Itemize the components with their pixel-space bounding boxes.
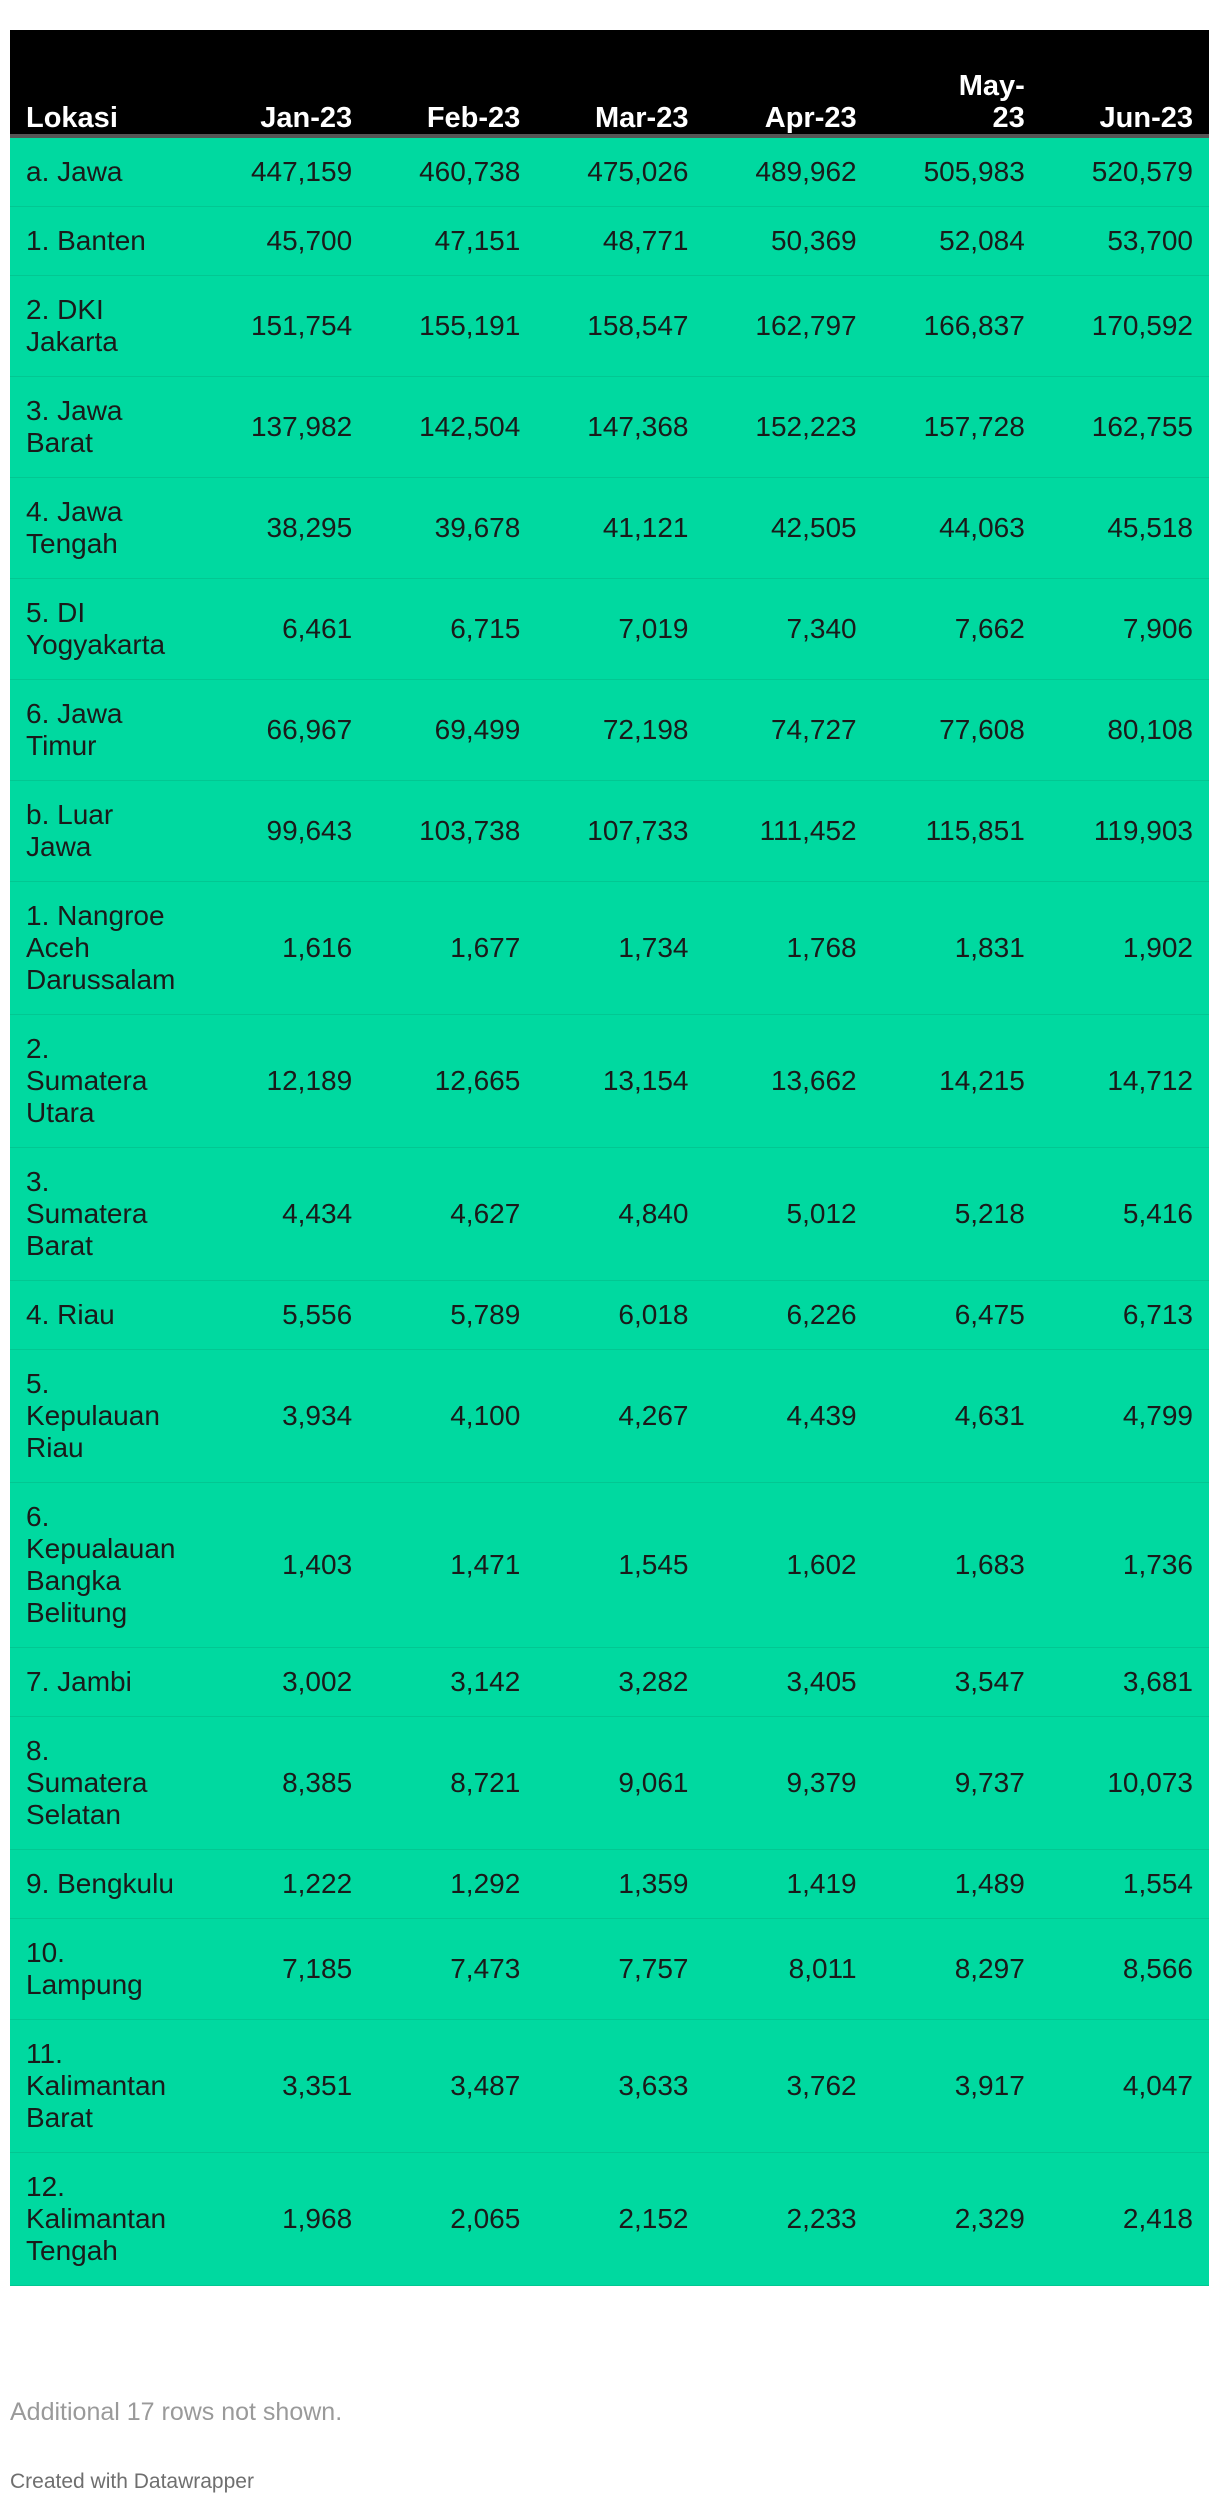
cell-value: 6,715 [368,579,536,680]
cell-value: 4,439 [704,1350,872,1483]
column-header: Feb-23 [368,30,536,136]
cell-value: 7,906 [1041,579,1209,680]
cell-value: 14,712 [1041,1015,1209,1148]
cell-value: 80,108 [1041,680,1209,781]
cell-value: 157,728 [873,377,1041,478]
cell-value: 6,226 [704,1281,872,1350]
cell-value: 152,223 [704,377,872,478]
cell-value: 1,902 [1041,882,1209,1015]
cell-value: 3,917 [873,2020,1041,2153]
cell-value: 8,297 [873,1919,1041,2020]
cell-value: 5,218 [873,1148,1041,1281]
table-row [10,1717,1209,1850]
cell-value: 7,757 [536,1919,704,2020]
cell-value: 489,962 [704,136,872,207]
row-label: 6. Kepualauan Bangka Belitung [10,1483,200,1648]
cell-value: 39,678 [368,478,536,579]
cell-value: 4,627 [368,1148,536,1281]
cell-value: 3,681 [1041,1648,1209,1717]
table-row [10,1919,1209,2020]
cell-value: 5,012 [704,1148,872,1281]
cell-value: 4,631 [873,1350,1041,1483]
cell-value: 7,473 [368,1919,536,2020]
cell-value: 1,968 [200,2153,368,2286]
cell-value: 12,189 [200,1015,368,1148]
cell-value: 6,475 [873,1281,1041,1350]
cell-value: 66,967 [200,680,368,781]
table-row [10,1648,1209,1717]
cell-value: 2,233 [704,2153,872,2286]
rows-not-shown-note: Additional 17 rows not shown. [10,2398,343,2426]
cell-value: 6,018 [536,1281,704,1350]
cell-value: 42,505 [704,478,872,579]
cell-value: 8,011 [704,1919,872,2020]
cell-value: 45,518 [1041,478,1209,579]
column-header: Jan-23 [200,30,368,136]
table-row [10,2153,1209,2286]
cell-value: 447,159 [200,136,368,207]
cell-value: 520,579 [1041,136,1209,207]
row-label: b. Luar Jawa [10,781,200,882]
row-label: 11. Kalimantan Barat [10,2020,200,2153]
row-label: 5. Kepulauan Riau [10,1350,200,1483]
cell-value: 99,643 [200,781,368,882]
cell-value: 1,736 [1041,1483,1209,1648]
cell-value: 1,677 [368,882,536,1015]
table-row [10,276,1209,377]
cell-value: 3,002 [200,1648,368,1717]
cell-value: 4,799 [1041,1350,1209,1483]
row-label: 12. Kalimantan Tengah [10,2153,200,2286]
cell-value: 1,554 [1041,1850,1209,1919]
cell-value: 3,762 [704,2020,872,2153]
cell-value: 7,185 [200,1919,368,2020]
row-label: 5. DI Yogyakarta [10,579,200,680]
cell-value: 4,267 [536,1350,704,1483]
table-row [10,680,1209,781]
cell-value: 9,737 [873,1717,1041,1850]
row-label: a. Jawa [10,136,200,207]
cell-value: 1,222 [200,1850,368,1919]
table-row [10,1850,1209,1919]
cell-value: 4,434 [200,1148,368,1281]
cell-value: 162,797 [704,276,872,377]
table-row [10,478,1209,579]
cell-value: 1,616 [200,882,368,1015]
cell-value: 77,608 [873,680,1041,781]
cell-value: 2,329 [873,2153,1041,2286]
cell-value: 5,789 [368,1281,536,1350]
cell-value: 1,831 [873,882,1041,1015]
cell-value: 166,837 [873,276,1041,377]
row-label: 3. Jawa Barat [10,377,200,478]
cell-value: 1,419 [704,1850,872,1919]
datawrapper-credit: Created with Datawrapper [10,2470,254,2493]
cell-value: 38,295 [200,478,368,579]
cell-value: 7,019 [536,579,704,680]
data-table [10,30,1209,2286]
cell-value: 13,154 [536,1015,704,1148]
cell-value: 1,489 [873,1850,1041,1919]
cell-value: 1,292 [368,1850,536,1919]
cell-value: 2,152 [536,2153,704,2286]
table-row [10,781,1209,882]
table-row [10,136,1209,207]
table-row [10,207,1209,276]
cell-value: 8,385 [200,1717,368,1850]
column-header: May- 23 [873,30,1041,136]
cell-value: 1,471 [368,1483,536,1648]
cell-value: 3,487 [368,2020,536,2153]
cell-value: 3,405 [704,1648,872,1717]
cell-value: 5,416 [1041,1148,1209,1281]
cell-value: 74,727 [704,680,872,781]
table-header [10,30,1209,136]
cell-value: 2,065 [368,2153,536,2286]
column-header: Lokasi [10,30,200,136]
cell-value: 3,282 [536,1648,704,1717]
row-label: 10. Lampung [10,1919,200,2020]
row-label: 1. Nangroe Aceh Darussalam [10,882,200,1015]
cell-value: 1,359 [536,1850,704,1919]
cell-value: 14,215 [873,1015,1041,1148]
cell-value: 4,840 [536,1148,704,1281]
table-row [10,1483,1209,1648]
cell-value: 2,418 [1041,2153,1209,2286]
row-label: 7. Jambi [10,1648,200,1717]
cell-value: 9,379 [704,1717,872,1850]
cell-value: 3,142 [368,1648,536,1717]
cell-value: 460,738 [368,136,536,207]
cell-value: 7,340 [704,579,872,680]
row-label: 4. Riau [10,1281,200,1350]
cell-value: 119,903 [1041,781,1209,882]
cell-value: 3,633 [536,2020,704,2153]
cell-value: 6,461 [200,579,368,680]
row-label: 8. Sumatera Selatan [10,1717,200,1850]
column-header: Apr-23 [704,30,872,136]
cell-value: 111,452 [704,781,872,882]
cell-value: 505,983 [873,136,1041,207]
cell-value: 7,662 [873,579,1041,680]
cell-value: 107,733 [536,781,704,882]
row-label: 3. Sumatera Barat [10,1148,200,1281]
cell-value: 10,073 [1041,1717,1209,1850]
row-label: 6. Jawa Timur [10,680,200,781]
cell-value: 5,556 [200,1281,368,1350]
cell-value: 45,700 [200,207,368,276]
column-header: Jun-23 [1041,30,1209,136]
cell-value: 9,061 [536,1717,704,1850]
row-label: 9. Bengkulu [10,1850,200,1919]
table-row [10,1350,1209,1483]
cell-value: 155,191 [368,276,536,377]
cell-value: 475,026 [536,136,704,207]
column-header: Mar-23 [536,30,704,136]
cell-value: 72,198 [536,680,704,781]
cell-value: 4,047 [1041,2020,1209,2153]
cell-value: 6,713 [1041,1281,1209,1350]
cell-value: 53,700 [1041,207,1209,276]
cell-value: 48,771 [536,207,704,276]
cell-value: 3,351 [200,2020,368,2153]
cell-value: 50,369 [704,207,872,276]
cell-value: 44,063 [873,478,1041,579]
cell-value: 4,100 [368,1350,536,1483]
table-row [10,377,1209,478]
table-row [10,882,1209,1015]
cell-value: 147,368 [536,377,704,478]
cell-value: 170,592 [1041,276,1209,377]
table-row [10,1015,1209,1148]
table-row [10,2020,1209,2153]
cell-value: 8,566 [1041,1919,1209,2020]
table-row [10,1148,1209,1281]
row-label: 4. Jawa Tengah [10,478,200,579]
table-row [10,1281,1209,1350]
cell-value: 69,499 [368,680,536,781]
cell-value: 162,755 [1041,377,1209,478]
row-label: 2. DKI Jakarta [10,276,200,377]
cell-value: 13,662 [704,1015,872,1148]
cell-value: 115,851 [873,781,1041,882]
table-body [10,136,1209,2286]
row-label: 1. Banten [10,207,200,276]
cell-value: 1,602 [704,1483,872,1648]
cell-value: 8,721 [368,1717,536,1850]
cell-value: 1,545 [536,1483,704,1648]
cell-value: 1,768 [704,882,872,1015]
cell-value: 1,683 [873,1483,1041,1648]
cell-value: 3,547 [873,1648,1041,1717]
cell-value: 1,403 [200,1483,368,1648]
cell-value: 103,738 [368,781,536,882]
cell-value: 3,934 [200,1350,368,1483]
cell-value: 52,084 [873,207,1041,276]
table-row [10,579,1209,680]
cell-value: 41,121 [536,478,704,579]
cell-value: 142,504 [368,377,536,478]
row-label: 2. Sumatera Utara [10,1015,200,1148]
cell-value: 47,151 [368,207,536,276]
cell-value: 1,734 [536,882,704,1015]
cell-value: 158,547 [536,276,704,377]
cell-value: 137,982 [200,377,368,478]
header-row [10,30,1209,136]
cell-value: 151,754 [200,276,368,377]
cell-value: 12,665 [368,1015,536,1148]
